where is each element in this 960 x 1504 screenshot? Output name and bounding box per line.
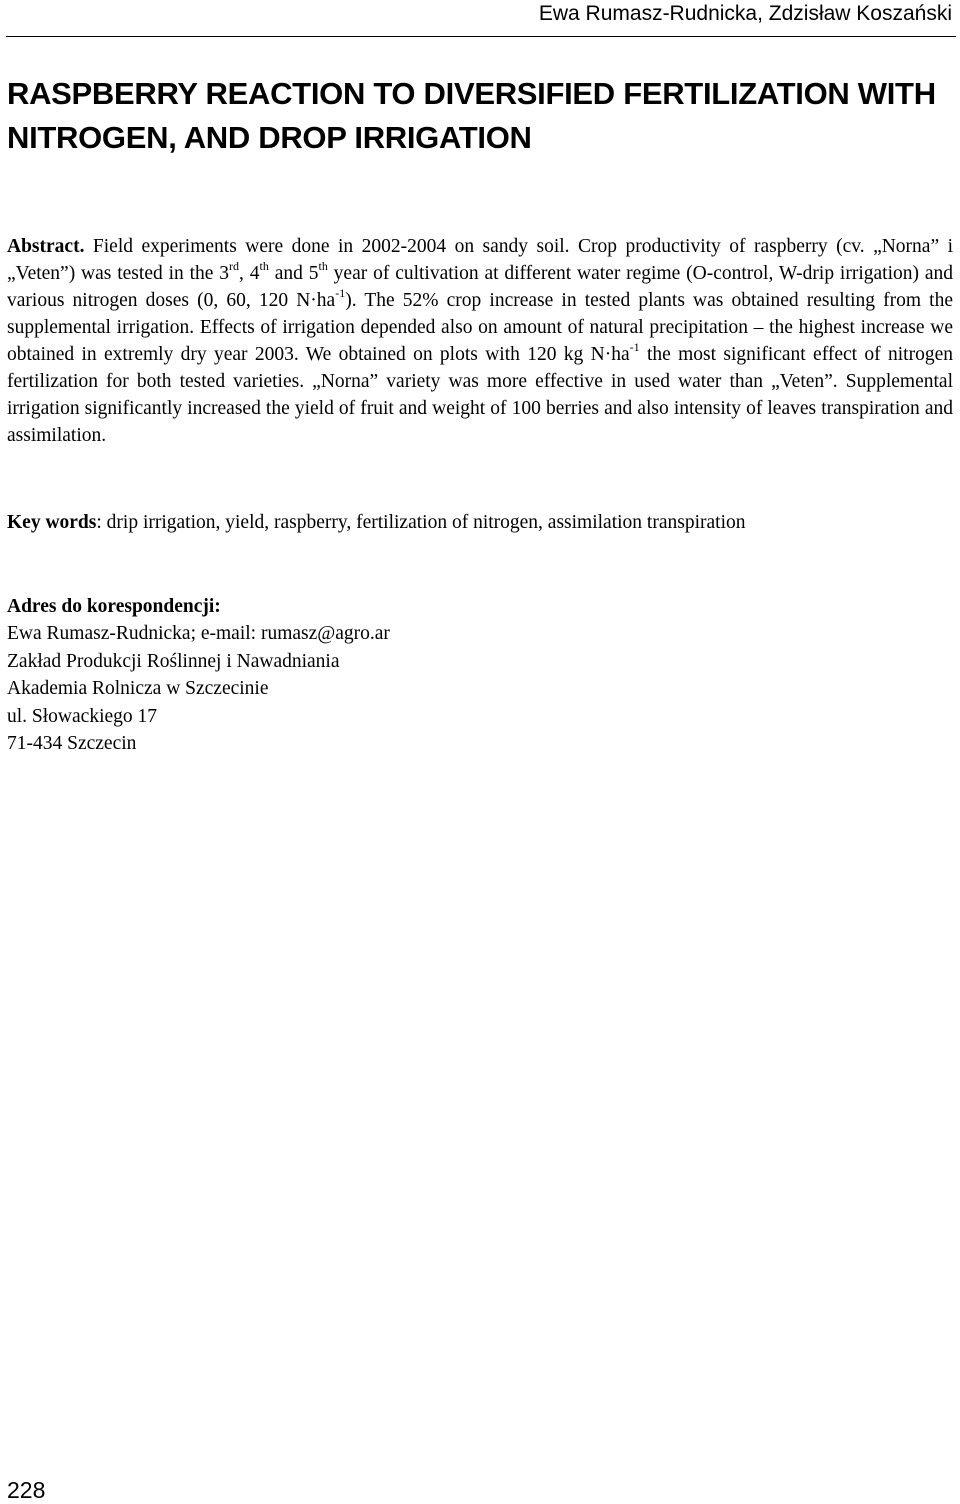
abstract-sup-5: -1 [629,339,640,354]
abstract-text-2: , 4 [239,263,260,284]
keywords-line [7,509,953,536]
page-number: 228 [7,1477,46,1503]
abstract-text-5: ). The 52% crop increase in tested plants was obtained resulting from the supplemental irrigation. Effects of irrigation depended also on amount of natural precipitation – the highest increase we obtained in extremly dry year 2003. We obtained on plots with 120 kg N·ha [7,290,953,365]
keywords-text: : drip irrigation, yield, raspberry, fertilization of nitrogen, assimilation transpiration [96,512,746,533]
abstract-sup-4: -1 [335,285,346,300]
header-rule [6,36,956,37]
correspondence-heading: Adres do korespondencji: [7,596,221,617]
abstract-text-3: and 5 [268,263,319,284]
running-head-authors: Ewa Rumasz-Rudnicka, Zdzisław Koszański [538,2,952,25]
correspondence-line: Akademia Rolnicza w Szczecinie [7,678,269,700]
correspondence-line: Zakład Produkcji Roślinnej i Nawadniania [7,650,340,672]
correspondence-line: ul. Słowackiego 17 [7,705,158,727]
abstract-sup-3: th [318,258,328,273]
keywords-label: Key words [7,512,97,533]
abstract-sup-2: th [259,258,269,273]
abstract-sup-1: rd [229,258,240,273]
correspondence-line: 71-434 Szczecin [7,733,137,755]
abstract-text-1: Field experiments were done in 2002-2004 on sandy soil. Crop productivity of raspberry (cv. „Norna” i „Veten”) was tested in the 3 [7,236,953,284]
abstract-label: Abstract. [7,236,85,257]
abstract-text-4: year of cultivation at different water regime (O-control, W-drip irrigation) and various nitrogen doses (0, 60, 120 N·ha [7,263,953,311]
abstract-paragraph [7,233,953,449]
correspondence-line: Ewa Rumasz-Rudnicka; e-mail: rumasz@agro.ar [7,623,390,645]
abstract-text-6: the most significant effect of nitrogen fertilization for both tested varieties. „Norna” variety was more effective in used water than „Veten”. Supplemental irrigation significantly increased the yield of fruit and weight of 100 berries and also intensity of leaves transpiration and assimilation. [7,344,953,446]
paper-title: RASPBERRY REACTION TO DIVERSIFIED FERTILIZATION WITH NITROGEN, AND DROP IRRIGATION [7,76,936,155]
correspondence-block [7,593,707,757]
